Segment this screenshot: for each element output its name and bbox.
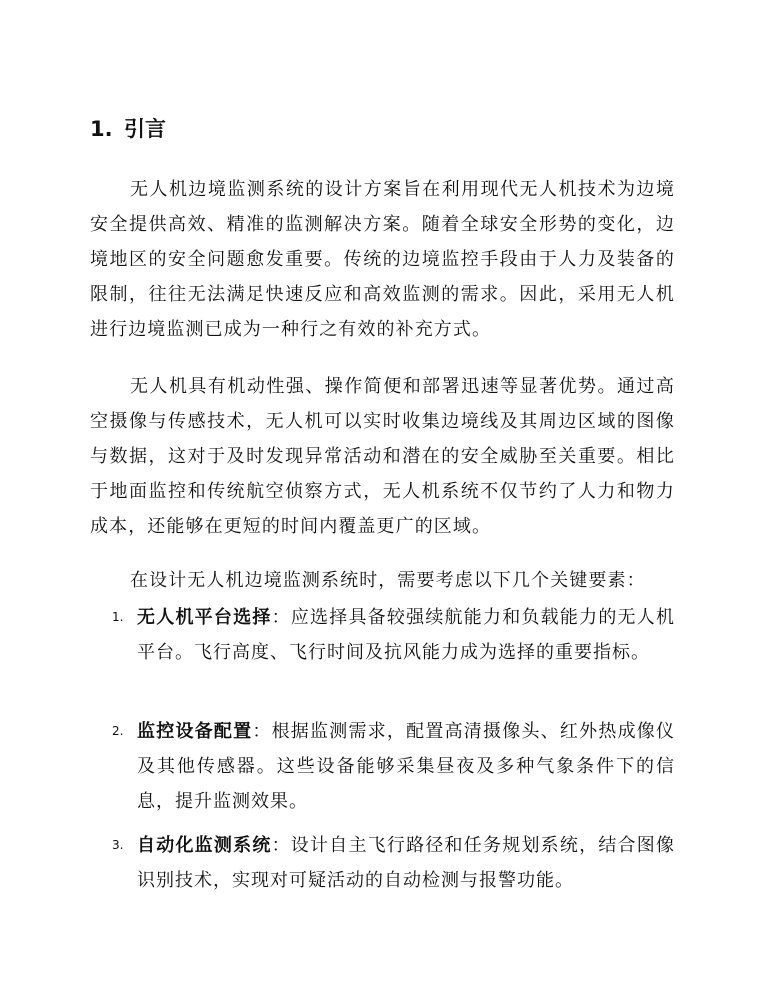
list-item-text: ：应选择具备较强续航能力和负载能力的无人机平台。飞行高度、飞行时间及抗风能力成为选择的重要指标。 [137, 607, 676, 663]
list-marker: 2. [112, 724, 124, 738]
list-item-text: ：根据监测需求，配置高清摄像头、红外热成像仪及其他传感器。这些设备能够采集昼夜及多种气象条件下的信息，提升监测效果。 [137, 721, 676, 812]
list-item-term: 监控设备配置 [137, 721, 253, 742]
list-marker: 1. [112, 610, 124, 624]
paragraph-key-factors: 在设计无人机边境监测系统时，需要考虑以下几个关键要素： [130, 570, 646, 591]
list-item-term: 自动化监测系统 [137, 835, 272, 856]
list-item-term: 无人机平台选择 [137, 607, 272, 628]
section-title: 引言 [124, 117, 166, 141]
list-item-text: ：设计自主飞行路径和任务规划系统，结合图像识别技术，实现对可疑活动的自动检测与报警功能。 [137, 835, 676, 891]
paragraph-advantages: 无人机具有机动性强、操作简便和部署迅速等显著优势。通过高空摄像与传感技术，无人机可以实时收集边境线及其周边区域的图像与数据，这对于及时发现异常活动和潜在的安全威胁至关重要。相比于地面监控和传统航空侦察方式，无人机系统不仅节约了人力和物力成本，还能够在更短的时间内覆盖更广的区域。 [90, 376, 675, 537]
list-marker: 3. [112, 838, 124, 852]
section-heading [90, 114, 166, 144]
list-item-body [137, 828, 675, 898]
list-item-body [137, 714, 675, 819]
section-number: 1. [90, 117, 113, 141]
list-item-body [137, 600, 675, 670]
paragraph-intro: 无人机边境监测系统的设计方案旨在利用现代无人机技术为边境安全提供高效、精准的监测解决方案。随着全球安全形势的变化，边境地区的安全问题愈发重要。传统的边境监控手段由于人力及装备的限制，往往无法满足快速反应和高效监测的需求。因此，采用无人机进行边境监测已成为一种行之有效的补充方式。 [90, 179, 675, 340]
